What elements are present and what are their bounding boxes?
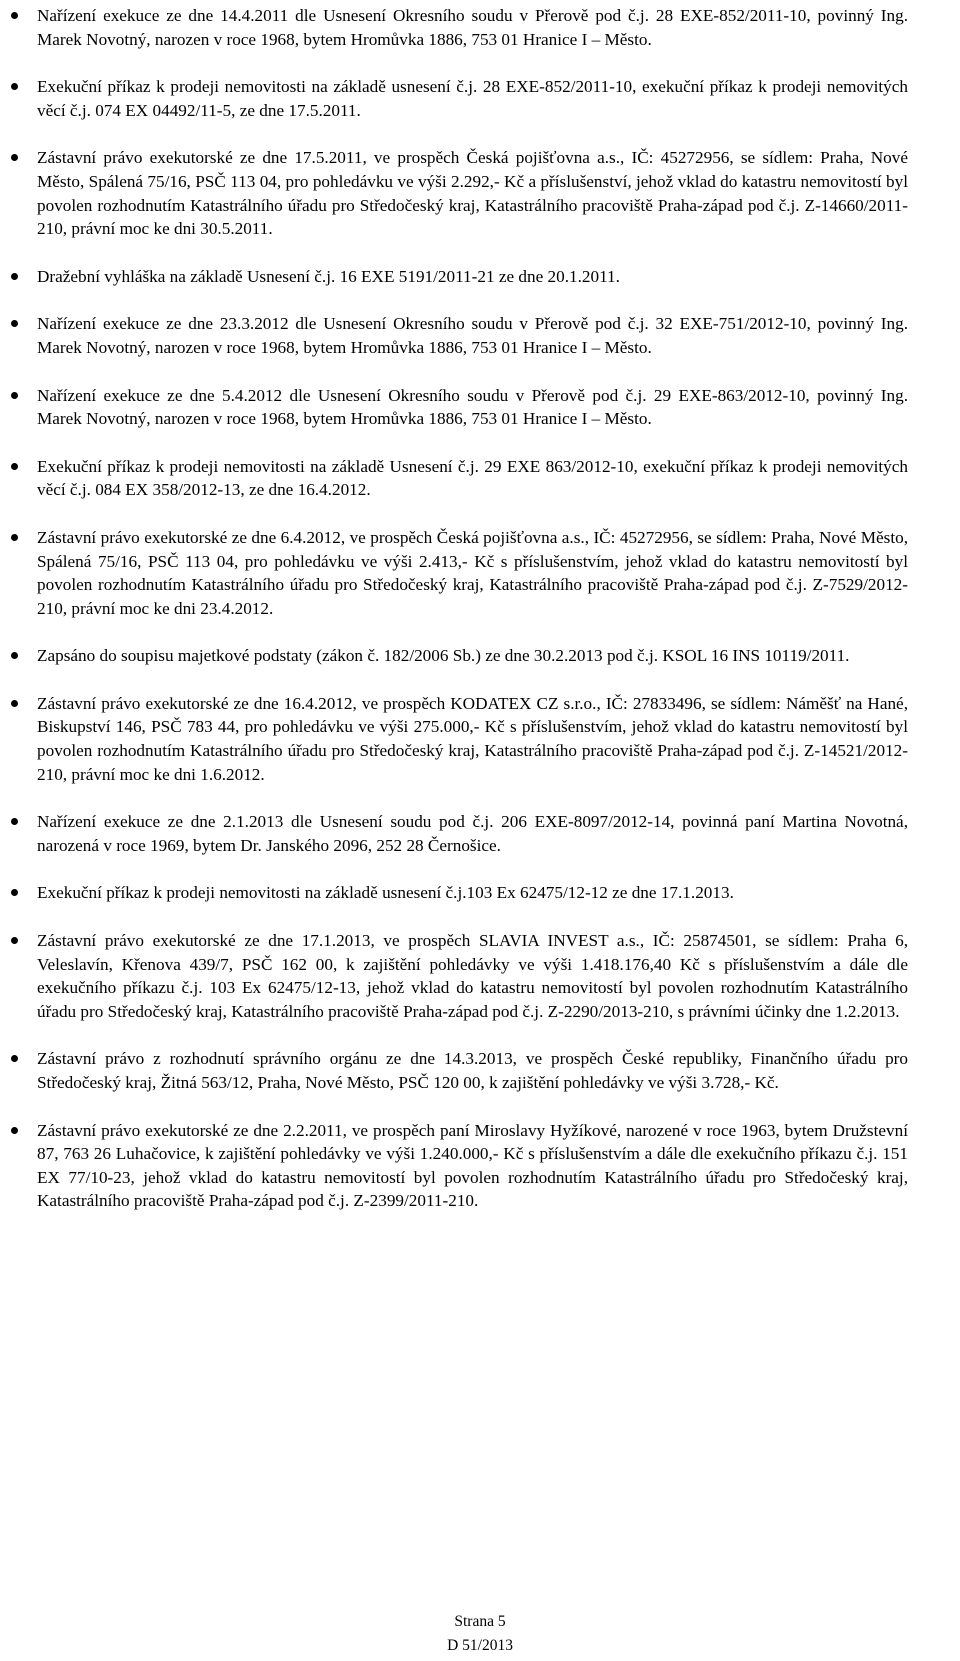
- bullet-icon: [11, 320, 18, 327]
- entry-text: Exekuční příkaz k prodeji nemovitosti na základě usnesení č.j.103 Ex 62475/12-12 ze dne 17.1.2013.: [37, 883, 734, 903]
- entry-text: Zapsáno do soupisu majetkové podstaty (zákon č. 182/2006 Sb.) ze dne 30.2.2013 pod č.j. KSOL 16 INS 10119/2011.: [37, 646, 850, 666]
- list-item: [0, 1119, 960, 1213]
- list-item: [0, 455, 960, 502]
- page-number: Strana 5: [454, 1613, 506, 1630]
- entry-text: Zástavní právo exekutorské ze dne 17.1.2013, ve prospěch SLAVIA INVEST a.s., IČ: 25874501, se sídlem: Praha 6, Veleslavín, Křenova 439/7, PSČ 162 00, k zajištění pohledávky ve výši 1.418.176,40 Kč s příslušenstvím a dále dle exekučního příkazu č.j. 103 Ex 62475/12-13, jehož vklad do katastru nemovitostí byl povolen rozhodnutím Katastrálního úřadu pro Středočeský kraj, Katastrálního pracoviště Praha-západ pod č.j. Z-2290/2013-210, s právními účinky dne 1.2.2013.: [37, 931, 908, 1021]
- list-item: [0, 312, 960, 359]
- bullet-icon: [11, 273, 18, 280]
- bullet-icon: [11, 889, 18, 896]
- entry-text: Zástavní právo z rozhodnutí správního orgánu ze dne 14.3.2013, ve prospěch České republiky, Finančního úřadu pro Středočeský kraj, Žitná 563/12, Praha, Nové Město, PSČ 120 00, k zajištění pohledávky ve výši 3.728,- Kč.: [37, 1049, 908, 1092]
- bullet-icon: [11, 12, 18, 19]
- entry-text: Exekuční příkaz k prodeji nemovitosti na základě Usnesení č.j. 29 EXE 863/2012-10, exekuční příkaz k prodeji nemovitých věcí č.j. 084 EX 358/2012-13, ze dne 16.4.2012.: [37, 456, 908, 500]
- list-item: [0, 146, 960, 240]
- list-item: [0, 265, 960, 289]
- bullet-icon: [11, 818, 18, 825]
- entry-text: Dražební vyhláška na základě Usnesení č.j. 16 EXE 5191/2011-21 ze dne 20.1.2011.: [37, 266, 620, 286]
- entry-text: Exekuční příkaz k prodeji nemovitosti na základě usnesení č.j. 28 EXE-852/2011-10, exekuční příkaz k prodeji nemovitých věcí č.j. 074 EX 04492/11-5, ze dne 17.5.2011.: [37, 77, 908, 120]
- bullet-icon: [11, 1127, 18, 1134]
- bullet-icon: [11, 937, 18, 944]
- bullet-icon: [11, 83, 18, 90]
- bullet-icon: [11, 700, 18, 707]
- document-reference: D 51/2013: [447, 1637, 513, 1654]
- list-item: [0, 929, 960, 1023]
- entry-text: Nařízení exekuce ze dne 2.1.2013 dle Usnesení soudu pod č.j. 206 EXE-8097/2012-14, povinná paní Martina Novotná, narozená v roce 1969, bytem Dr. Janského 2096, 252 28 Černošice.: [37, 812, 908, 855]
- entry-text: Zástavní právo exekutorské ze dne 17.5.2011, ve prospěch Česká pojišťovna a.s., IČ: 45272956, se sídlem: Praha, Nové Město, Spálená 75/16, PSČ 113 04, pro pohledávku ve výši 2.292,- Kč a příslušenství, jehož vklad do katastru nemovitostí byl povolen rozhodnutím Katastrálního úřadu pro Středočeský kraj, Katastrálního pracoviště Praha-západ pod č.j. Z-14660/2011-210, právní moc ke dni 30.5.2011.: [37, 148, 908, 239]
- list-item: [0, 810, 960, 857]
- entry-text: Zástavní právo exekutorské ze dne 16.4.2012, ve prospěch KODATEX CZ s.r.o., IČ: 27833496, se sídlem: Náměšť na Hané, Biskupství 146, PSČ 783 44, pro pohledávku ve výši 275.000,- Kč s příslušenstvím, jehož vklad do katastru nemovitostí byl povolen rozhodnutím Katastrálního úřadu pro Středočeský kraj, Katastrálního pracoviště Praha-západ pod č.j. Z-14521/2012-210, právní moc ke dni 1.6.2012.: [37, 693, 908, 784]
- list-item: [0, 692, 960, 786]
- list-item: [0, 526, 960, 620]
- list-item: [0, 75, 960, 122]
- bullet-icon: [11, 392, 18, 399]
- list-item: [0, 4, 960, 51]
- entry-text: Nařízení exekuce ze dne 5.4.2012 dle Usnesení Okresního soudu v Přerově pod č.j. 29 EXE-863/2012-10, povinný Ing. Marek Novotný, narozen v roce 1968, bytem Hromůvka 1886, 753 01 Hranice I – Město.: [37, 385, 908, 429]
- entry-text: Zástavní právo exekutorské ze dne 6.4.2012, ve prospěch Česká pojišťovna a.s., IČ: 45272956, se sídlem: Praha, Nové Město, Spálená 75/16, PSČ 113 04, pro pohledávku ve výši 2.413,- Kč s příslušenstvím, jehož vklad do katastru nemovitostí byl povolen rozhodnutím Katastrálního úřadu pro Středočeský kraj, Katastrálního pracoviště Praha-západ pod č.j. Z-7529/2012-210, právní moc ke dni 23.4.2012.: [37, 527, 908, 618]
- entry-text: Nařízení exekuce ze dne 14.4.2011 dle Usnesení Okresního soudu v Přerově pod č.j. 28 EXE-852/2011-10, povinný Ing. Marek Novotný, narozen v roce 1968, bytem Hromůvka 1886, 753 01 Hranice I – Město.: [37, 6, 908, 49]
- bullet-icon: [11, 1055, 18, 1062]
- entry-text: Nařízení exekuce ze dne 23.3.2012 dle Usnesení Okresního soudu v Přerově pod č.j. 32 EXE-751/2012-10, povinný Ing. Marek Novotný, narozen v roce 1968, bytem Hromůvka 1886, 753 01 Hranice I – Město.: [37, 314, 908, 357]
- list-item: [0, 1047, 960, 1094]
- bullet-icon: [11, 652, 18, 659]
- bullet-icon: [11, 534, 18, 541]
- encumbrance-list: [0, 4, 960, 1237]
- list-item: [0, 384, 960, 431]
- list-item: [0, 644, 960, 668]
- list-item: [0, 881, 960, 905]
- bullet-icon: [11, 463, 18, 470]
- bullet-icon: [11, 154, 18, 161]
- entry-text: Zástavní právo exekutorské ze dne 2.2.2011, ve prospěch paní Miroslavy Hyžíkové, narozené v roce 1963, bytem Družstevní 87, 763 26 Luhačovice, k zajištění pohledávky ve výši 1.240.000,- Kč s příslušenstvím a dále dle exekučního příkazu č.j. 151 EX 77/10-23, jehož vklad do katastru nemovitostí byl povolen rozhodnutím Katastrálního úřadu pro Středočeský kraj, Katastrálního pracoviště Praha-západ pod č.j. Z-2399/2011-210.: [37, 1120, 908, 1211]
